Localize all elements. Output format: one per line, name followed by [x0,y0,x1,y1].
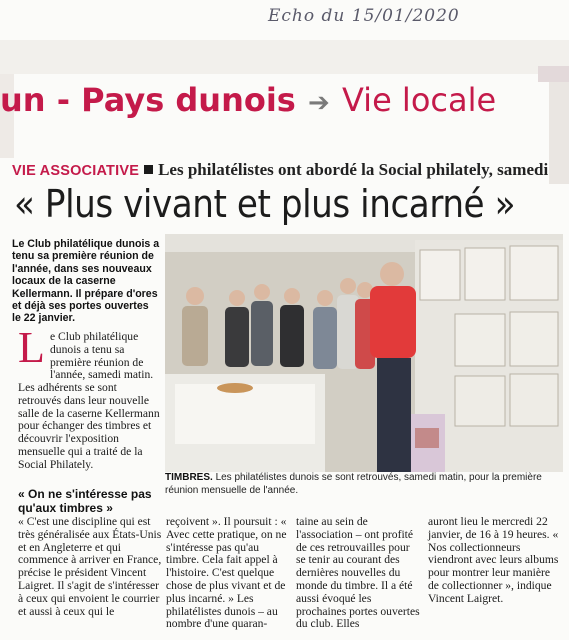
caption-kicker: TIMBRES. [165,472,213,483]
paragraph-1: e Club philatélique dunois a tenu sa première réunion de l'année, samedi matin. [50,330,154,382]
article-deck: Les philatélistes ont abordé la Social philately, samedi [158,160,549,179]
subsection-name: Vie locale [341,81,497,119]
caption-text: Les philatélistes dunois se sont retrouvés, samedi matin, pour la première réunion mensuelle de l'année. [165,472,542,496]
adjacent-page-bleed-top [0,40,569,74]
intertitle-text: « On ne s'intéresse pas qu'aux timbres » [18,487,152,515]
column-1-text: « C'est une discipline qui est très généralisée aux États-Unis et en Angleterre et qui commence à arriver en France, précise le président Vincent Laigret. Il s'agit de s'intéresser à ceux qui envoient le courrier et aussi à ceux qui le [18,515,162,618]
handwritten-source-note: Echo du 15/01/2020 [268,6,460,26]
column-4-text: auront lieu le mercredi 22 janvier, de 16 à 19 heures. « Nos collectionneurs viendront avec leurs albums pour montrer leur manière de collectionner », indique Vincent Laigret. [428,515,559,605]
right-arrow-icon: ➔ [308,88,330,118]
page-name: un - Pays dunois [0,81,296,119]
article-photo [165,234,563,472]
kicker-line [12,160,548,180]
photo-caption [165,472,563,498]
column-2-text: reçoivent ». Il poursuit : « Avec cette pratique, on ne s'intéresse pas qu'au timbre. Cela fait appel à l'histoire. C'est quelque chose de plus vivant et de plus incarné. » Les philatélistes dunois – au nombre d'une quaran- [166,515,287,631]
article-kicker: VIE ASSOCIATIVE [12,163,140,179]
article-headline: « Plus vivant et plus incarné » [14,182,516,226]
paragraph-2: Les adhérents se sont retrouvés dans leur nouvelle salle de la caserne Kellermann pour échanger des timbres et découvrir l'exposition mensuelle qui a traité de la Social Philately. [18,381,160,471]
adjacent-column-bleed-right [549,74,569,184]
column-3-text: taine au sein de l'association – ont profité de ces retrouvailles pour se tenir au courant des dernières nouvelles du monde du timbre. Il a été aussi évoqué les prochaines portes ouvertes du club. Elles [296,515,420,631]
section-header [0,80,545,120]
square-bullet-icon [144,165,153,174]
article-lead: Le Club philatélique dunois a tenu sa première réunion de l'année, dans ses nouveaux locaux de la caserne Kellermann. Il prépare d'ores et déjà ses portes ouvertes le 22 janvier. [12,238,160,325]
drop-cap: L [18,323,45,372]
photo-illustration [165,234,563,472]
intertitle [18,488,162,515]
